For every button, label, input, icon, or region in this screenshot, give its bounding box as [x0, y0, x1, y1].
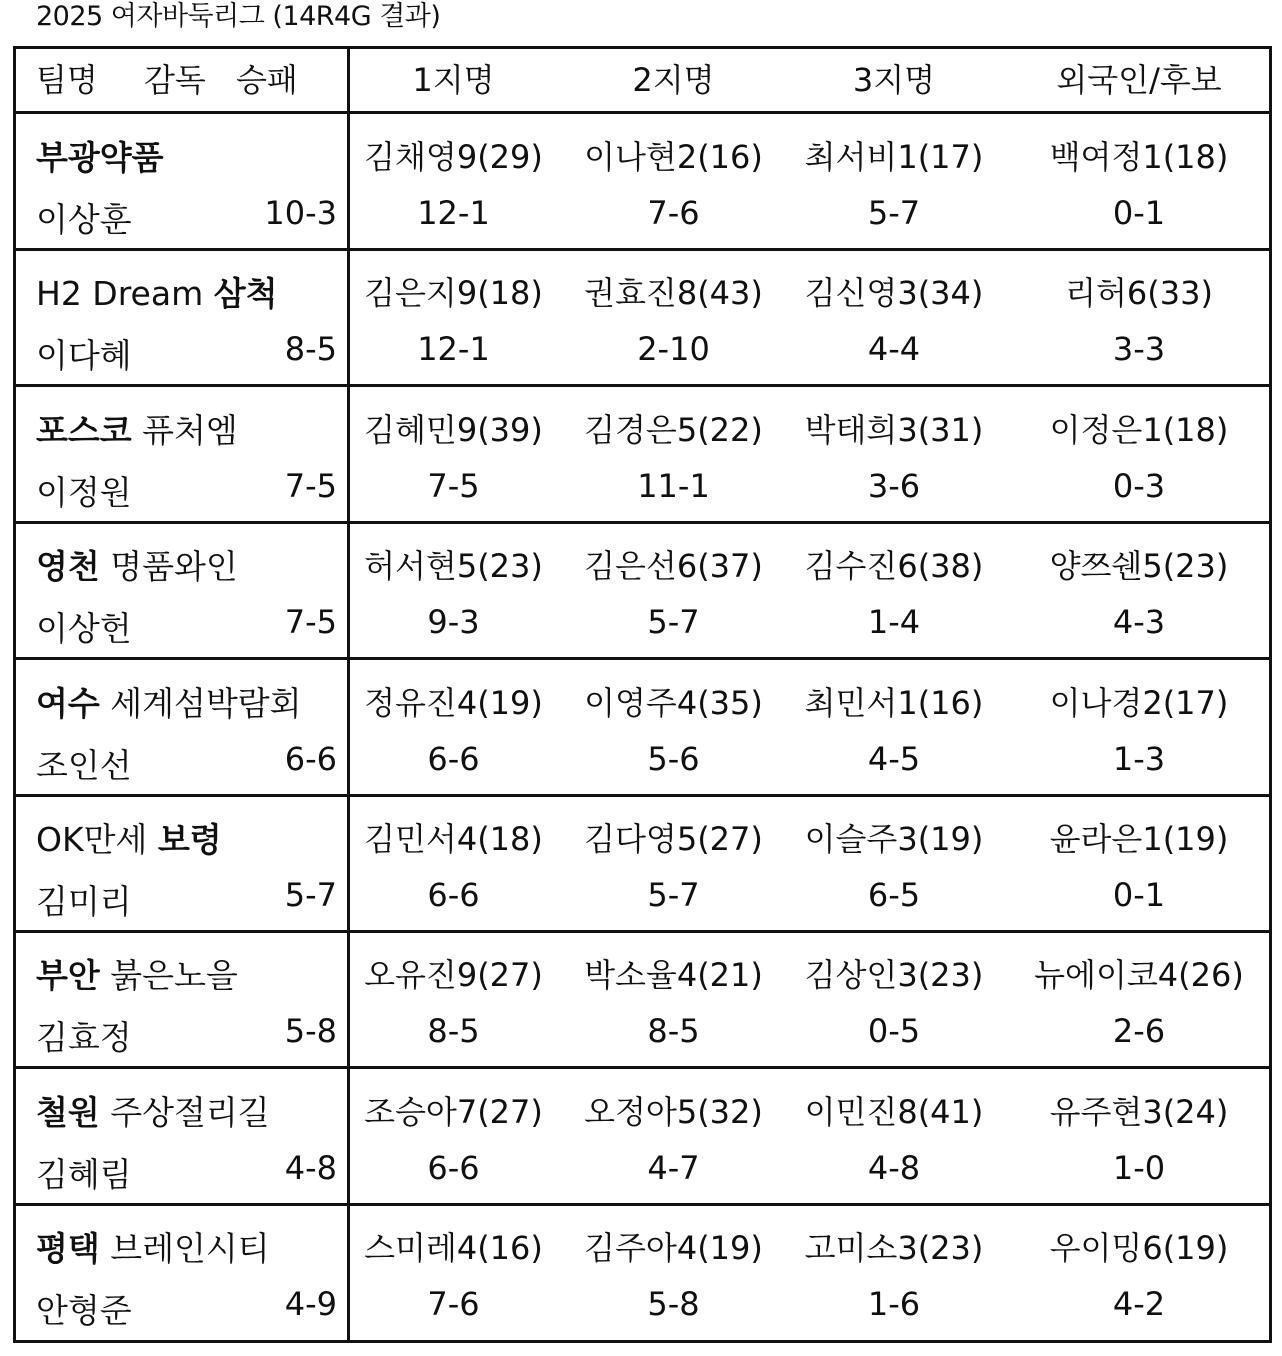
team-record: 5-7 [284, 876, 337, 914]
player-name: 뉴에이코4(26) [1034, 956, 1244, 995]
player-record: 12-1 [417, 194, 490, 232]
table-row [16, 932, 1269, 1068]
player-name: 김민서4(18) [364, 820, 543, 858]
player-record: 7-5 [427, 466, 480, 505]
player-name: 김다영5(27) [584, 820, 763, 858]
table-row [16, 796, 1269, 932]
player-record: 5-7 [867, 194, 921, 232]
player-name: 조승아7(27) [364, 1092, 543, 1131]
header-pick-1: 1지명 [412, 61, 495, 99]
player-record: 7-6 [427, 1285, 480, 1324]
team-name [36, 541, 238, 588]
coach-name: 조인선 [36, 745, 132, 785]
coach-name: 이상훈 [36, 200, 132, 239]
player-record: 0-3 [1112, 466, 1166, 505]
player-record: 7-6 [647, 194, 700, 232]
team-name-bold: 삼척 [213, 274, 278, 314]
coach-name: 김효정 [36, 1018, 132, 1058]
team-name-bold: 보령 [157, 820, 222, 859]
player-name: 정유진4(19) [364, 683, 543, 722]
player-name: 김은선6(37) [584, 547, 763, 586]
team-record: 5-8 [284, 1012, 337, 1051]
player-record: 2-6 [1112, 1012, 1166, 1051]
results-table [13, 46, 1272, 1343]
team-name [36, 678, 302, 725]
team-record: 7-5 [284, 603, 337, 642]
player-name: 박소율4(21) [584, 956, 763, 995]
coach-name: 김미리 [36, 882, 132, 921]
coach-name: 김혜림 [36, 1154, 132, 1194]
coach-name: 안형준 [36, 1291, 132, 1331]
player-name: 김상인3(23) [804, 956, 984, 995]
player-record: 6-5 [867, 876, 921, 914]
player-record: 2-10 [637, 330, 710, 369]
team-name [36, 132, 164, 179]
player-name: 이민진8(41) [804, 1092, 984, 1131]
player-record: 12-1 [417, 330, 490, 369]
player-record: 1-4 [867, 603, 921, 642]
team-record: 6-6 [284, 739, 337, 778]
team-name-plain: H2 Dream [36, 274, 214, 314]
player-record: 4-4 [867, 330, 921, 369]
team-name [36, 1223, 270, 1270]
player-name: 이나현2(16) [584, 138, 763, 176]
coach-name: 이상헌 [36, 609, 132, 649]
team-name-plain: 세계섬박람회 [99, 683, 302, 723]
team-name-plain: 주상절리길 [99, 1092, 270, 1132]
player-name: 김혜민9(39) [364, 410, 543, 449]
team-record: 4-8 [284, 1148, 337, 1187]
player-record: 4-7 [647, 1148, 700, 1187]
player-name: 박태희3(31) [804, 410, 984, 449]
player-record: 6-6 [427, 1148, 480, 1187]
team-record: 8-5 [284, 330, 337, 369]
player-name: 유주현3(24) [1049, 1092, 1229, 1131]
header-pick-2: 2지명 [632, 61, 715, 99]
player-record: 1-6 [867, 1285, 921, 1324]
player-name: 오정아5(32) [584, 1092, 763, 1131]
player-record: 4-5 [867, 739, 921, 778]
header-team: 팀명 [36, 61, 98, 99]
team-name [36, 814, 222, 861]
player-name: 김주아4(19) [584, 1229, 763, 1268]
team-name-plain: 퓨처엠 [131, 410, 238, 450]
player-record: 5-7 [647, 603, 700, 642]
player-name: 양쯔쉔5(23) [1049, 547, 1229, 586]
player-record: 0-1 [1112, 194, 1166, 232]
table-row [16, 250, 1269, 386]
player-record: 3-6 [867, 466, 921, 505]
player-record: 0-5 [867, 1012, 921, 1051]
player-name: 최서비1(17) [804, 138, 984, 176]
player-record: 3-3 [1112, 330, 1166, 369]
team-name-bold: 영천 [36, 547, 100, 587]
player-name: 최민서1(16) [804, 683, 984, 722]
team-record: 4-9 [284, 1285, 337, 1324]
player-name: 리허6(33) [1065, 274, 1213, 313]
team-name [36, 268, 277, 315]
player-name: 백여정1(18) [1049, 138, 1229, 176]
player-name: 김수진6(38) [804, 547, 984, 586]
player-record: 5-8 [647, 1285, 700, 1324]
player-name: 김신영3(34) [804, 274, 984, 313]
table-row [16, 1205, 1269, 1341]
player-record: 5-7 [647, 876, 700, 914]
header-coach: 감독 [144, 61, 206, 99]
player-name: 허서현5(23) [364, 547, 543, 586]
team-name [36, 1087, 270, 1134]
player-name: 이슬주3(19) [804, 820, 984, 858]
player-record: 8-5 [427, 1012, 480, 1051]
player-name: 이나경2(17) [1049, 683, 1229, 722]
player-name: 권효진8(43) [584, 274, 763, 313]
player-record: 8-5 [647, 1012, 700, 1051]
player-name: 이영주4(35) [584, 683, 763, 722]
player-name: 고미소3(23) [804, 1229, 984, 1268]
player-record: 5-6 [647, 739, 700, 778]
team-name [36, 950, 238, 997]
header-pick-3: 3지명 [852, 61, 936, 99]
player-name: 우이밍6(19) [1049, 1229, 1229, 1268]
player-record: 11-1 [637, 466, 710, 505]
team-record: 10-3 [264, 194, 337, 232]
player-record: 0-1 [1112, 876, 1166, 914]
team-name-bold: 철원 [36, 1092, 100, 1132]
team-name-plain: 명품와인 [99, 547, 238, 587]
team-name-plain: 브레인시티 [99, 1229, 270, 1269]
player-name: 김은지9(18) [364, 274, 543, 313]
player-name: 김경은5(22) [584, 410, 763, 449]
coach-name: 이정원 [36, 472, 132, 512]
player-record: 1-3 [1112, 739, 1166, 778]
player-name: 이정은1(18) [1049, 410, 1229, 449]
table-row [16, 660, 1269, 796]
page-title: 2025 여자바둑리그 (14R4G 결과) [36, 1, 441, 32]
player-name: 오유진9(27) [364, 956, 543, 995]
player-name: 김채영9(29) [364, 138, 543, 176]
team-name [36, 405, 238, 452]
player-record: 6-6 [427, 739, 480, 778]
team-name-bold: 부안 [36, 956, 100, 996]
team-name-plain: 붉은노을 [99, 956, 238, 996]
player-record: 4-8 [867, 1148, 921, 1187]
team-record: 7-5 [284, 466, 337, 505]
team-name-plain: OK만세 [36, 820, 158, 859]
table-row [16, 1069, 1269, 1205]
player-record: 4-3 [1112, 603, 1166, 642]
team-name-bold: 부광약품 [36, 138, 164, 177]
header-record: 승패 [236, 61, 298, 99]
table-row [16, 387, 1269, 523]
player-name: 윤라은1(19) [1049, 820, 1229, 858]
player-record: 1-0 [1112, 1148, 1166, 1187]
player-record: 4-2 [1112, 1285, 1166, 1324]
table-header [16, 49, 1269, 111]
table-row [16, 523, 1269, 659]
table-row [16, 114, 1269, 250]
team-name-bold: 평택 [36, 1229, 100, 1269]
player-record: 9-3 [427, 603, 480, 642]
coach-name: 이다혜 [36, 336, 132, 376]
team-name-bold: 포스코 [36, 410, 132, 450]
player-name: 스미레4(16) [364, 1229, 543, 1268]
header-foreign-reserve: 외국인/후보 [1056, 61, 1222, 99]
player-record: 6-6 [427, 876, 480, 914]
team-name-bold: 여수 [36, 683, 100, 723]
